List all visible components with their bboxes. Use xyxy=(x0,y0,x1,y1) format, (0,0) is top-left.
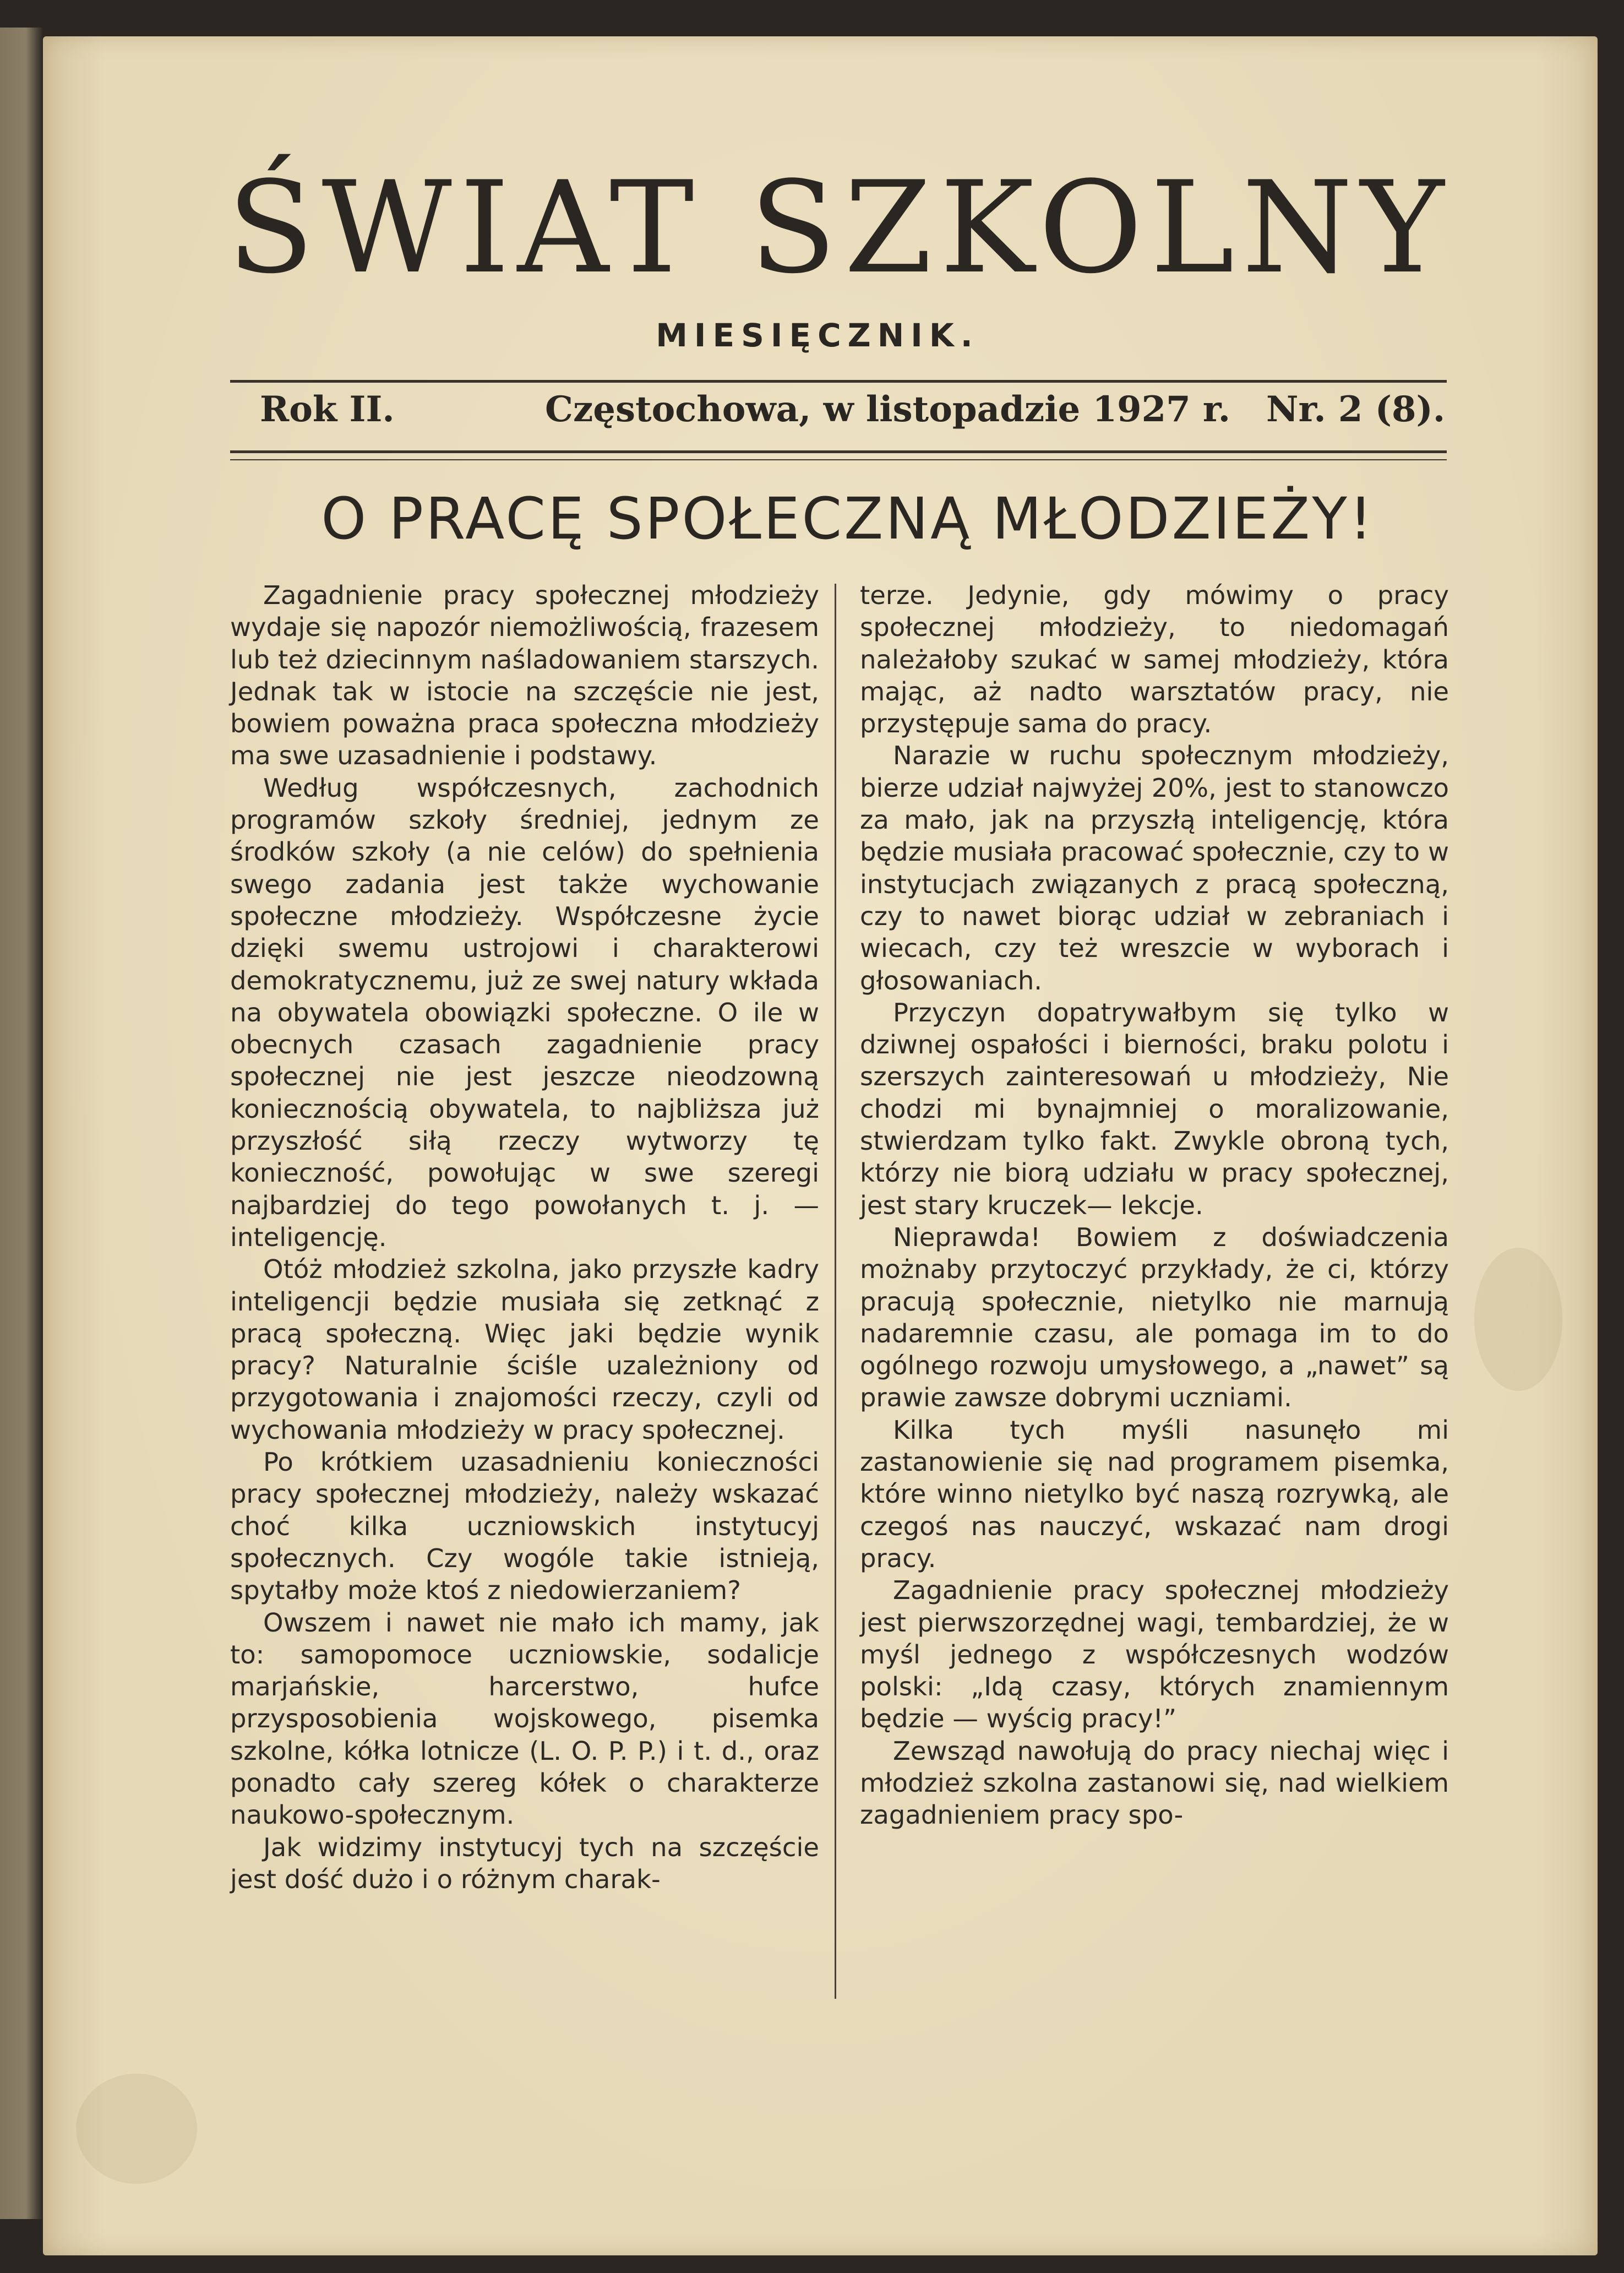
masthead-bottom-rule xyxy=(230,450,1447,453)
article-paragraph: Zagadnienie pracy społecznej młodzieży jest pierwszorzędnej wagi, tembardziej, że w myśl jednego z współczesnych wodzów polski: „Idą czasy, których znamiennym będzie — wyścig pracy!” xyxy=(860,1575,1449,1734)
masthead-title: ŚWIAT SZKOLNY xyxy=(227,155,1452,302)
issue-number: Nr. 2 (8). xyxy=(1266,389,1446,430)
article-paragraph-continued: terze. Jedynie, gdy mówimy o pracy społecznej młodzieży, to niedomagań należałoby szukać w samej młodzieży, która mając, aż nadto warsztatów pracy, nie przystępuje sama do pracy. xyxy=(860,580,1449,739)
article-paragraph: Owszem i nawet nie mało ich mamy, jak to: samopomoce uczniowskie, sodalicje marjańskie, harcerstwo, hufce przysposobienia wojskowego, pisemka szkolne, kółka lotnicze (L. O. P. P.) i t. d., oraz ponadto cały szereg kółek o charakterze naukowo-społecznym. xyxy=(230,1607,819,1830)
article-paragraph: Zagadnienie pracy społecznej młodzieży wydaje się napozór niemożliwością, frazesem lub też dziecinnym naśladowaniem starszych. Jednak tak w istocie na szczęście nie jest, bowiem poważna praca społeczna młodzieży ma swe uzasadnienie i podstawy. xyxy=(230,580,819,771)
masthead-top-rule xyxy=(230,380,1447,383)
article-paragraph: Zewsząd nawołują do pracy niechaj więc i młodzież szkolna zastanowi się, nad wielkiem zagadnieniem pracy spo- xyxy=(860,1736,1449,1830)
article-paragraph: Jak widzimy instytucyj tych na szczęście jest dość dużo i o różnym charak- xyxy=(230,1832,819,1894)
article-left-column xyxy=(230,579,819,1895)
paper-stain xyxy=(1474,1248,1562,1391)
article-paragraph: Przyczyn dopatrywałbym się tylko w dziwnej ospałości i bierności, braku polotu i szerszych zainteresowań u młodzieży, Nie chodzi mi bynajmniej o moralizowanie, stwierdzam tylko fakt. Zwykle obroną tych, którzy nie biorą udziału w pracy społecznej, jest stary kruczek— lekcje. xyxy=(860,997,1449,1220)
issue-place-date: Częstochowa, w listopadzie 1927 r. xyxy=(545,389,1231,430)
article-paragraph: Nieprawda! Bowiem z doświadczenia możnaby przytoczyć przykłady, że ci, którzy pracują społecznie, nietylko nie marnują nadaremnie czasu, ale pomaga im to do ogólnego rozwoju umysłowego, a „nawet” są prawie zawsze dobrymi uczniami. xyxy=(860,1222,1449,1413)
article-paragraph: Po krótkiem uzasadnieniu konieczności pracy społecznej młodzieży, należy wskazać choć kilka uczniowskich instytucyj społecznych. Czy wogóle takie istnieją, spytałby może ktoś z niedowierzaniem? xyxy=(230,1447,819,1606)
article-paragraph: Narazie w ruchu społecznym młodzieży, bierze udział najwyżej 20%, jest to stanowczo za mało, jak na przyszłą inteligencję, która będzie musiała pracować społecznie, czy to w instytucjach związanych z pracą społeczną, czy to nawet biorąc udział w zebraniach i wiecach, czy też wreszcie w wyborach i głosowaniach. xyxy=(860,741,1449,996)
column-divider xyxy=(835,584,836,1999)
masthead-subtitle: MIESIĘCZNIK. xyxy=(656,317,979,354)
masthead-bottom-rule-thin xyxy=(230,459,1447,460)
article-paragraph: Kilka tych myśli nasunęło mi zastanowienie się nad programem pisemka, które winno nietylko być naszą rozrywką, ale czegoś nas nauczyć, wskazać nam drogi pracy. xyxy=(860,1415,1449,1573)
binding-edge xyxy=(0,28,43,2219)
issue-year: Rok II. xyxy=(260,389,395,430)
paper-stain xyxy=(76,2074,197,2184)
article-headline: O PRACĘ SPOŁECZNĄ MŁODZIEŻY! xyxy=(321,485,1375,552)
article-right-column xyxy=(860,579,1449,1831)
article-paragraph: Według współczesnych, zachodnich programów szkoły średniej, jednym ze środków szkoły (a nie celów) do spełnienia swego zadania jest także wychowanie społeczne młodzieży. Współczesne życie dzięki swemu ustrojowi i charakterowi demokratycznemu, już ze swej natury wkłada na obywatela obowiązki społeczne. O ile w obecnych czasach zagadnienie pracy społecznej nie jest jeszcze nieodzowną koniecznością obywatela, to najbliższa już przyszłość siłą rzeczy wytworzy tę konieczność, powołując w swe szeregi najbardziej do tego powołanych t. j. — inteligencję. xyxy=(230,773,819,1252)
article-paragraph: Otóż młodzież szkolna, jako przyszłe kadry inteligencji będzie musiała się zetknąć z pracą społeczną. Więc jaki będzie wynik pracy? Naturalnie ściśle uzależniony od przygotowania i znajomości rzeczy, czyli od wychowania młodzieży w pracy społecznej. xyxy=(230,1254,819,1445)
